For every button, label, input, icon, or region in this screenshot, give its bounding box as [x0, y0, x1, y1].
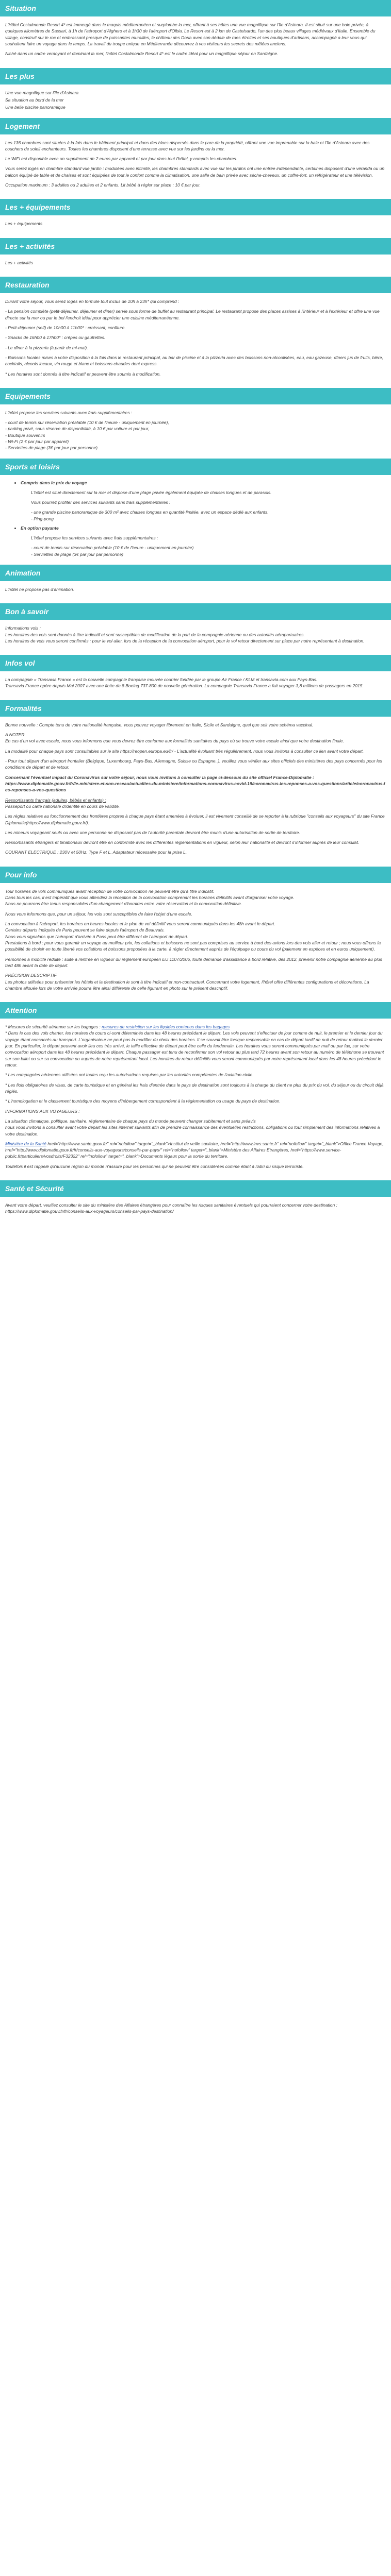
sports-text: Vous pourrez profiter des services suivants sans frais supplémentaires :	[31, 500, 171, 505]
situation-section	[0, 0, 391, 68]
formalites-heading: Formalités	[0, 700, 391, 717]
bon-savoir-text: Les horaires de vols vous seront confirmés : pour le vol aller, lors de la réception de la convocation aéroport, pour le vol retour directement sur place par notre représentant à destination.	[5, 638, 365, 643]
formalites-text: - Pour tout départ d'un aéroport frontalier (Belgique, Luxembourg, Pays-Bas, Allemagne, Suisse ou Espagne..), veuillez vous vérifier aux sites officiels des ministères des pays concernés pour les conditions de départ et de retour.	[5, 758, 382, 770]
sante-text: Avant votre départ, veuillez consulter le site du ministère des Affaires étrangères pour connaître les risques sanitaires éventuels qui pourraient concerner votre destination : https://www.diplomatie.gouv.fr/fr/conseils-aux-voyageurs/conseils-par-pays-destination/	[5, 1202, 337, 1214]
equipements-line: - Boutique souvenirs	[5, 432, 45, 438]
attention-text: * Dans le cas des vols charter, les horaires de cours ci-sont déterminés dans les 48 heures précédant le départ. Les vols peuvent s'effectuer de jour comme de nuit, le premier et le dernier jour du voyage étant consacrés au transport. L'organisateur ne peut pas la modifier du choix des horaires. Il se sauvait être lorsque responsable en cas de départ tardif de nuit de retour matinal le dernier jour. En particulier, le départ peuvent avoir lieu ces très arrivé, le taille effective de départ peut être celle du lendemain. Les horaires vous seront communiqués par mail ou par fax, sur votre convocation aéroport dans les 48 heures précédant le départ. Chaque passager est tenu de reconfirmer son vol retour au plus tard 72 heures avant son retour au numéro de téléphone se trouvant sur son billet ou sur sa convocation ou auprès de notre représentant local. Les horaires du retour définitifs vous seront communiqués par notre représentant local dans les 48 heures précédant le retour.	[5, 1030, 384, 1067]
restauration-text: - Snacks de 16h00 à 17h00* : crêpes ou gaufrettes.	[5, 335, 106, 341]
attention-text: * Les compagnies aériennes utilisées ont toutes reçu les autorisations requises par les autorités compétentes de l'aviation civile.	[5, 1072, 254, 1078]
logement-text: Les 136 chambres sont situées à la fois dans le bâtiment principal et dans des blocs dispersés dans le parc de la propriété, offrant une vue imprenable sur la baie et l'île d'Asinara avec des couchers de soleil enchanteurs. Toutes les chambres disposent d'une terrasse avec vue sur les jardins ou la mer.	[5, 140, 370, 151]
pour-info-heading: Pour info	[0, 867, 391, 883]
liquids-restriction-link[interactable]: mesures de restriction sur les liquides contenus dans les bagages	[102, 1024, 230, 1030]
infos-vol-text: La compagnie « Transavia France » est la nouvelle compagnie française mouvée courrier fondée par le groupe Air France / KLM et transavia.com aux Pays-Bas.	[5, 677, 318, 683]
equipements-line: - Serviettes de plage (3€ par jour par personne).	[5, 445, 99, 451]
pour-info-section	[0, 867, 391, 1002]
animation-heading: Animation	[0, 565, 391, 581]
formalites-text: COURANT ELECTRIQUE : 230V et 50Hz. Type F et L. Adaptateur nécessaire pour la prise L.	[5, 850, 187, 855]
situation-text: Niché dans un cadre verdoyant et dominant la mer, l'hôtel Costalmonde Resort 4* est le cadre idéal pour un magnifique séjour en Sardaigne.	[5, 51, 279, 57]
pour-info-text: PRÉCISION DESCRIPTIF	[5, 973, 57, 978]
attention-text: * Les fiois obligatoires de visas, de carte touristique et en général les frais d'entrée dans le pays de destination sont toujours à la charge du client ne plus du prix du vol, du séjour ou du circuit déjà réglés.	[5, 1082, 384, 1094]
logement-heading: Logement	[0, 118, 391, 134]
logement-text: Occupation maximum : 3 adultes ou 2 adultes et 2 enfants. Lit bébé à régler sur place : 10 € par jour.	[5, 182, 201, 188]
attention-text: INFORMATIONS AUX VOYAGEURS :	[5, 1108, 80, 1114]
pour-info-text: La convocation à l'aéroport, les horaires en heures locales et le plan de vol définitif vous seront communiqués dans les 48h avant le départ.	[5, 921, 275, 926]
equipements-text: L'hôtel propose les services suivants avec frais supplémentaires :	[5, 410, 133, 415]
sports-included-title: • Compris dans le prix du voyage	[21, 480, 386, 485]
activites-plus-text: Les + activités	[5, 260, 34, 265]
sports-line: - une grande piscine panoramique de 300 m² avec chaises longues en quantité limitée, avec un espace dédié aux enfants,	[31, 510, 269, 515]
restauration-text: - Le dîner à la pizzeria (à partir de mi-mai).	[5, 345, 88, 350]
infos-vol-text: Transavia France opère depuis Mai 2007 avec une flotte de 8 Boeing 737-800 de nouvelle génération. La compagnie Transavia France a fait voyager 3,8 millions de passagers en 2015.	[5, 683, 364, 689]
restauration-text: - Boissons locales mises à votre disposition à la fois dans le restaurant principal, au bar de piscine et à la pizzeria avec des boissons non-alcoolisées, eau, eau gazeuse, dîners jus de fruits, bière, cocktails, alcools locaux, vin rouge et blanc et boissons chaudes dont express.	[5, 354, 383, 367]
pour-info-text: Tour horaires de vols communiqués avant réception de votre convocation ne peuvent être qu'à titre indicatif.	[5, 888, 215, 894]
plus-line: Une vue magnifique sur l'île d'Asinara	[5, 90, 79, 95]
ministere-sante-link[interactable]: Ministère de la Santé	[5, 1141, 46, 1146]
activites-plus-section	[0, 238, 391, 277]
formalites-text: Ressortissants français (adultes, bébés et enfants) :	[5, 797, 106, 803]
formalites-section	[0, 700, 391, 867]
restauration-section	[0, 277, 391, 388]
infos-vol-section	[0, 655, 391, 700]
attention-heading: Attention	[0, 1002, 391, 1019]
situation-heading: Situation	[0, 0, 391, 16]
attention-section	[0, 1002, 391, 1180]
logement-text: Vous serez logés en chambre standard vue jardin : modulées avec intimité, les chambres standards avec vue sur les jardins ont une entrée indépendante, certaines disposent d'une véranda ou un balcon équipé de table et de chaises et sont équipées de tout le confort comme la climatisation, une salle de bain privée avec sèche-cheveux, un coffre-fort, un réfrigérateur et une télévision.	[5, 166, 385, 178]
formalites-text: A NOTER	[5, 732, 25, 738]
formalites-text: La modalité pour chaque pays sont consultables sur le site https://reopen.europa.eu/fr/ - L'actualité évoluant très régulièrement, nous vous invitons à consulter ce lien avant votre départ.	[5, 748, 364, 754]
bon-savoir-section	[0, 603, 391, 655]
sports-text: L'hôtel propose les services suivants avec frais supplémentaires :	[31, 535, 158, 540]
pour-info-text: Certains départs indiqués de Paris peuvent se faire depuis l'aéroport de Beauvais.	[5, 927, 165, 933]
restauration-text: Durant votre séjour, vous serez logés en formule tout inclus de 10h à 23h* qui comprend :	[5, 299, 180, 304]
formalites-text: Les mineurs voyageant seuls ou avec une personne ne disposant pas de l'autorité parentale devront être munis d'une autorisation de sortie de territoire.	[5, 829, 300, 835]
formalites-text: En cas d'un vol avec escale, nous vous informons que vous devrez être conforme aux formalités sanitaires du pays où se trouve votre escale ainsi que votre destination finale.	[5, 738, 344, 744]
formalites-text: Les règles relatives au fonctionnement des frontières propres à chaque pays étant amenées à évoluer, il est vivement conseillé de se reporter à la rubrique "conseils aux voyageurs" du site France Diplomatie(https://www.diplomatie.gouv.fr/).	[5, 814, 385, 825]
plus-heading: Les plus	[0, 68, 391, 84]
formalites-text: Bonne nouvelle : Compte tenu de votre nationalité française, vous pouvez voyager librement en Italie, Sicile et Sardaigne, quel que soit votre schéma vaccinal.	[5, 722, 314, 727]
logement-section	[0, 118, 391, 199]
logement-text: Le WiFi est disponible avec un supplément de 2 euros par appareil et par jour dans tout l'hôtel, y compris les chambres.	[5, 156, 237, 162]
equipements-line: - Wi-Fi (2 € par jour par appareil)	[5, 439, 69, 445]
plus-section	[0, 68, 391, 118]
restauration-heading: Restauration	[0, 277, 391, 293]
pour-info-text: Personnes à mobilité réduite : suite à l'entrée en vigueur du règlement européen EU 1107/2006, toute demande d'assistance à bord relative, dès 2012, prévenir notre compagnie aérienne au plus tard 48h avant la date de départ.	[5, 956, 382, 968]
attention-text: nous vous invitons à consulter avant votre départ les sites internet suivants afin de prendre connaissance des éventuelles restrictions, obligations ou tout simplement des informations relatives à votre destination.	[5, 1125, 380, 1137]
attention-text: * Mesures de sécurité aérienne sur les bagages :	[5, 1024, 102, 1030]
bon-savoir-text: Informations vols :	[5, 625, 41, 631]
attention-text: * L'homologation et le classement touristique des moyens d'hébergement correspondent à la réglementation ou usage du pays de destination.	[5, 1098, 281, 1104]
sports-text: L'hôtel est situé directement sur la mer et dispose d'une plage privée également équipée de chaises longues et de parasols.	[31, 489, 272, 495]
equipements-plus-text: Les + équipements	[5, 221, 43, 227]
pour-info-text: Les photos utilisées pour présenter les hôtels et la destination le sont à titre indicatif et non-contractuel. Concernant votre logement, l'hôtel offre différentes configurations et décorations. La chambre allouée lors de votre arrivée pourra être ainsi différente de celle figurant en photo sur le présent descriptif.	[5, 979, 369, 991]
pour-info-text: Nous vous signalons que l'aéroport d'arrivée à Paris peut être différent de l'aéroport de départ.	[5, 934, 188, 939]
attention-links-text: href="http://www.sante.gouv.fr/" rel="nofollow" target="_blank">Institut de veille sanitaire, href="http://www.invs.sante.fr" rel="nofollow" target="_blank">Office France Voyage, href="http://www.diplomatie.gouv.fr/fr/conseils-aux-voyageurs/conseils-par-pays/" rel="nofollow" target="_blank">Ministère des Affaires Etrangères, href="https://www.service-public.fr/particuliers/vosdroits/F32322" rel="nofollow" target="_blank">Documents légaux pour la sortie du territoire.	[5, 1141, 384, 1159]
infos-vol-heading: Infos vol	[0, 655, 391, 671]
animation-section	[0, 565, 391, 603]
sante-heading: Santé et Sécurité	[0, 1180, 391, 1197]
bon-savoir-text: Les horaires des vols sont donnés à titre indicatif et sont susceptibles de modification de la part de la compagnie aérienne ou des autorités aéroportuaires.	[5, 632, 305, 637]
restauration-text: * Les horaires sont donnés à titre indicatif et peuvent être soumis à modification.	[5, 371, 161, 377]
sports-heading: Sports et loisirs	[0, 459, 391, 475]
sante-section	[0, 1180, 391, 1226]
equipements-line: - parking privé, sous réserve de disponibilité, à 10 € par voiture et par jour,	[5, 426, 150, 432]
activites-plus-heading: Les + activités	[0, 238, 391, 255]
attention-text: La situation climatique, politique, sanitaire, réglementaire de chaque pays du monde peuvent changer subitement et sans préavis	[5, 1118, 256, 1124]
equipements-heading: Equipements	[0, 388, 391, 404]
pour-info-text: Dans tous les cas, il est impératif que vous attendiez la réception de la convocation comprenant les horaires définitifs avant d'organiser votre voyage.	[5, 895, 295, 901]
plus-line: Sa situation au bord de la mer	[5, 97, 64, 103]
formalites-covid-link[interactable]: https://www.diplomatie.gouv.fr/fr/le-ministere-et-son-reseau/actualites-du-ministere/informations-coronavirus-covid-19/coronavirus-les-reponses-a-vos-questions/article/coronavirus-les-reponses-a-vos-questions	[5, 781, 385, 793]
equipements-plus-section	[0, 199, 391, 238]
sports-line: - Ping-pong	[31, 516, 54, 521]
sports-line: - court de tennis sur réservation préalable (10 € de l'heure - uniquement en journée)	[31, 545, 194, 551]
sports-option-title: • En option payante	[21, 526, 386, 531]
situation-text: L'Hôtel Costalmonde Resort 4* est immergé dans le maquis méditerranéen et surplombe la mer, offrant à ses hôtes une vue magnifique sur l'île d'Asinara. Il est situé sur une baie privée, à quelques kilomètres de Sassari, à 1h de l'aéroport d'Alghero et à 1h30 de l'aéroport d'Olbia. Le Resort est à 2 km de Castelsardo, l'un des plus beaux villages médiévaux d'Italie. Ensemble du village, construit sur le roc et embrassant presque de puissantes murailles, le château des Doria avec son dédale de rues étroites et ses boutiques d'artisans, accompagné a leur vous qui souhaitent faire un voyage dans le temps. La travail du troupe unique en Méditerranée découvrez à vos visiteurs les secrets des mêlées anciens.	[5, 22, 376, 46]
sports-section	[0, 459, 391, 565]
pour-info-text: Nous vous informons que, pour un séjour, les vols sont susceptibles de faire l'objet d'une escale.	[5, 911, 192, 917]
formalites-text: Passeport ou carte nationale d'identité en cours de validité.	[5, 803, 120, 809]
plus-line: Une belle piscine panoramique	[5, 105, 66, 110]
equipements-line: - court de tennis sur réservation préalable (10 € de l'heure - uniquement en journée),	[5, 420, 169, 426]
pour-info-text: Nous ne pourrons être tenus responsables d'un changement d'horaires entre votre réservation et la convocation définitive.	[5, 901, 242, 907]
sports-line: - Serviettes de plage (3€ par jour par personne)	[31, 551, 124, 557]
restauration-text: - Petit-déjeuner (self) de 10h00 à 11h00* : croissant, confiture.	[5, 325, 126, 330]
pour-info-text: Prestations à bord : pour vous garantir un voyage au meilleur prix, les collations et boissons ne sont pas comprises au service à bord des avions lors des vols aller et retour ; nous vous offrons la possibilité de choisir en toute liberté vos collations et boissons proposées à la carte, à régler directement auprès de l'équipage ou cours du vol (paiement en espèces et en euros uniquement).	[5, 940, 381, 952]
restauration-text: - La pension complète (petit-déjeuner, déjeuner et dîner) servie sous forme de buffet au restaurant principal. Le restaurant propose des places assises à l'intérieur et à l'extérieur et offre une vue directe sur la mer ou par le bel l'endroit idéal pour apprécier une cuisine méditerranéenne.	[5, 309, 380, 320]
formalites-covid-text: Concernant l'éventuel impact du Coronavirus sur votre séjour, nous vous invitons à consulter la page ci-dessous du site officiel France-Diplomatie :	[5, 774, 314, 780]
bon-savoir-heading: Bon à savoir	[0, 603, 391, 620]
animation-text: L'hôtel ne propose pas d'animation.	[5, 586, 74, 592]
formalites-text: Ressortissants étrangers et binationaux devront être en conformité avec les différentes réglementations en vigueur, selon leur nationalité et devront s'informer auprès de leur consulat.	[5, 840, 360, 845]
equipements-plus-heading: Les + équipements	[0, 199, 391, 215]
attention-text: Toutefois il est rappelé qu'aucune région du monde n'assure pour les personnes qui ne peuvent être considérées comme étant à l'abri du risque terroriste.	[5, 1163, 304, 1169]
equipements-section	[0, 388, 391, 459]
